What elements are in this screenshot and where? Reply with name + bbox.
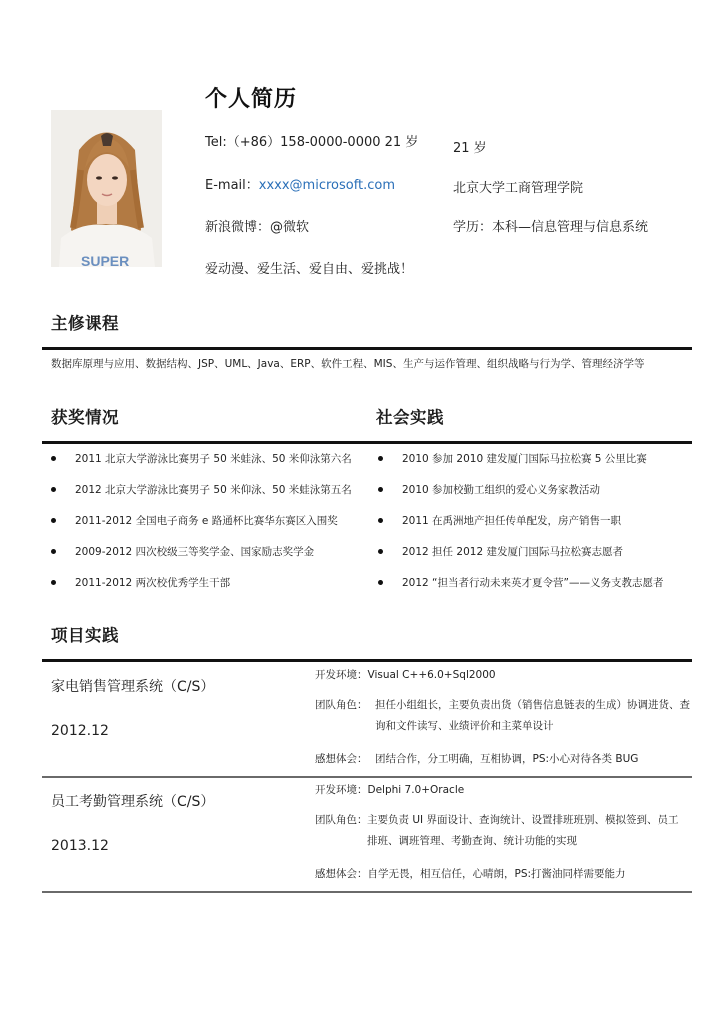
awards-list — [51, 451, 352, 606]
projects-heading: 项目实践 — [51, 626, 119, 645]
awards-social-divider — [42, 441, 692, 444]
age-text: 21 岁 — [453, 141, 487, 156]
portrait-image — [51, 110, 162, 267]
list-item: 2012 “担当者行动未来英才夏令营”——义务支教志愿者 — [378, 575, 663, 606]
list-item: 2011-2012 两次校优秀学生干部 — [51, 575, 352, 606]
weibo-text: 新浪微博：@微软 — [205, 220, 310, 235]
list-item: 2011 北京大学游泳比赛男子 50 米蛙泳、50 米仰泳第六名 — [51, 451, 352, 482]
bullet-icon — [51, 580, 56, 585]
project-name: 家电销售管理系统（C/S） — [51, 679, 215, 695]
bullet-icon — [378, 518, 383, 523]
list-item: 2009-2012 四次校级三等奖学金、国家励志奖学金 — [51, 544, 352, 575]
bullet-icon — [51, 456, 56, 461]
projects-divider — [42, 659, 692, 662]
school-text: 北京大学工商管理学院 — [453, 181, 584, 196]
motto-text: 爱动漫、爱生活、爱自由、爱挑战！ — [205, 262, 414, 277]
project-separator — [42, 891, 692, 893]
awards-heading: 获奖情况 — [51, 408, 119, 427]
project-separator — [42, 776, 692, 778]
project-date: 2012.12 — [51, 723, 109, 739]
role-row: 团队角色： 担任小组组长，主要负责出货（销售信息链表的生成）协调进货、查询和文件读写、业绩评价和主菜单设计 — [315, 699, 690, 732]
page-title: 个人简历 — [205, 87, 298, 112]
svg-text:SUPER: SUPER — [81, 253, 130, 267]
courses-text: 数据库原理与应用、数据结构、JSP、UML、Java、ERP、软件工程、MIS、生产与运作管理、组织战略与行为学、管理经济学等 — [51, 358, 645, 370]
email-row — [205, 174, 395, 193]
feel-row: 感想体会： 团结合作，分工明确，互相协调，PS:小心对待各类 BUG — [315, 753, 639, 765]
project-details — [315, 780, 695, 885]
email-link[interactable]: xxxx@microsoft.com — [258, 178, 396, 193]
project-name: 员工考勤管理系统（C/S） — [51, 794, 215, 810]
bullet-icon — [51, 549, 56, 554]
project-details — [315, 665, 695, 770]
social-list — [378, 451, 663, 606]
role-row: 团队角色：主要负责 UI 界面设计、查询统计、设置排班班别、模拟签到、员工排班、调班管理、考勤查询、统计功能的实现 — [315, 814, 679, 847]
email-label: E-mail： — [205, 178, 259, 193]
env-row: 开发环境：Delphi 7.0+Oracle — [315, 784, 465, 796]
courses-divider — [42, 347, 692, 350]
phone-text: Tel:（+86）158-0000-0000 21 岁 — [205, 135, 419, 150]
bullet-icon — [378, 580, 383, 585]
list-item: 2011-2012 全国电子商务 e 路通杯比赛华东赛区入围奖 — [51, 513, 352, 544]
list-item: 2010 参加校勤工组织的爱心义务家教活动 — [378, 482, 663, 513]
list-item: 2012 担任 2012 建发厦门国际马拉松赛志愿者 — [378, 544, 663, 575]
bullet-icon — [51, 518, 56, 523]
bullet-icon — [378, 456, 383, 461]
bullet-icon — [378, 549, 383, 554]
list-item: 2010 参加 2010 建发厦门国际马拉松赛 5 公里比赛 — [378, 451, 663, 482]
bullet-icon — [378, 487, 383, 492]
project-date: 2013.12 — [51, 838, 109, 854]
education-text: 学历：本科—信息管理与信息系统 — [453, 220, 649, 235]
list-item: 2011 在禹洲地产担任传单配发，房产销售一职 — [378, 513, 663, 544]
feel-row: 感想体会：自学无畏，相互信任，心晴朗，PS:打酱油同样需要能力 — [315, 868, 626, 880]
social-heading: 社会实践 — [376, 408, 444, 427]
list-item: 2012 北京大学游泳比赛男子 50 米仰泳、50 米蛙泳第五名 — [51, 482, 352, 513]
profile-photo — [51, 110, 162, 267]
env-row: 开发环境：Visual C++6.0+Sql2000 — [315, 669, 496, 681]
courses-heading: 主修课程 — [51, 314, 119, 333]
bullet-icon — [51, 487, 56, 492]
